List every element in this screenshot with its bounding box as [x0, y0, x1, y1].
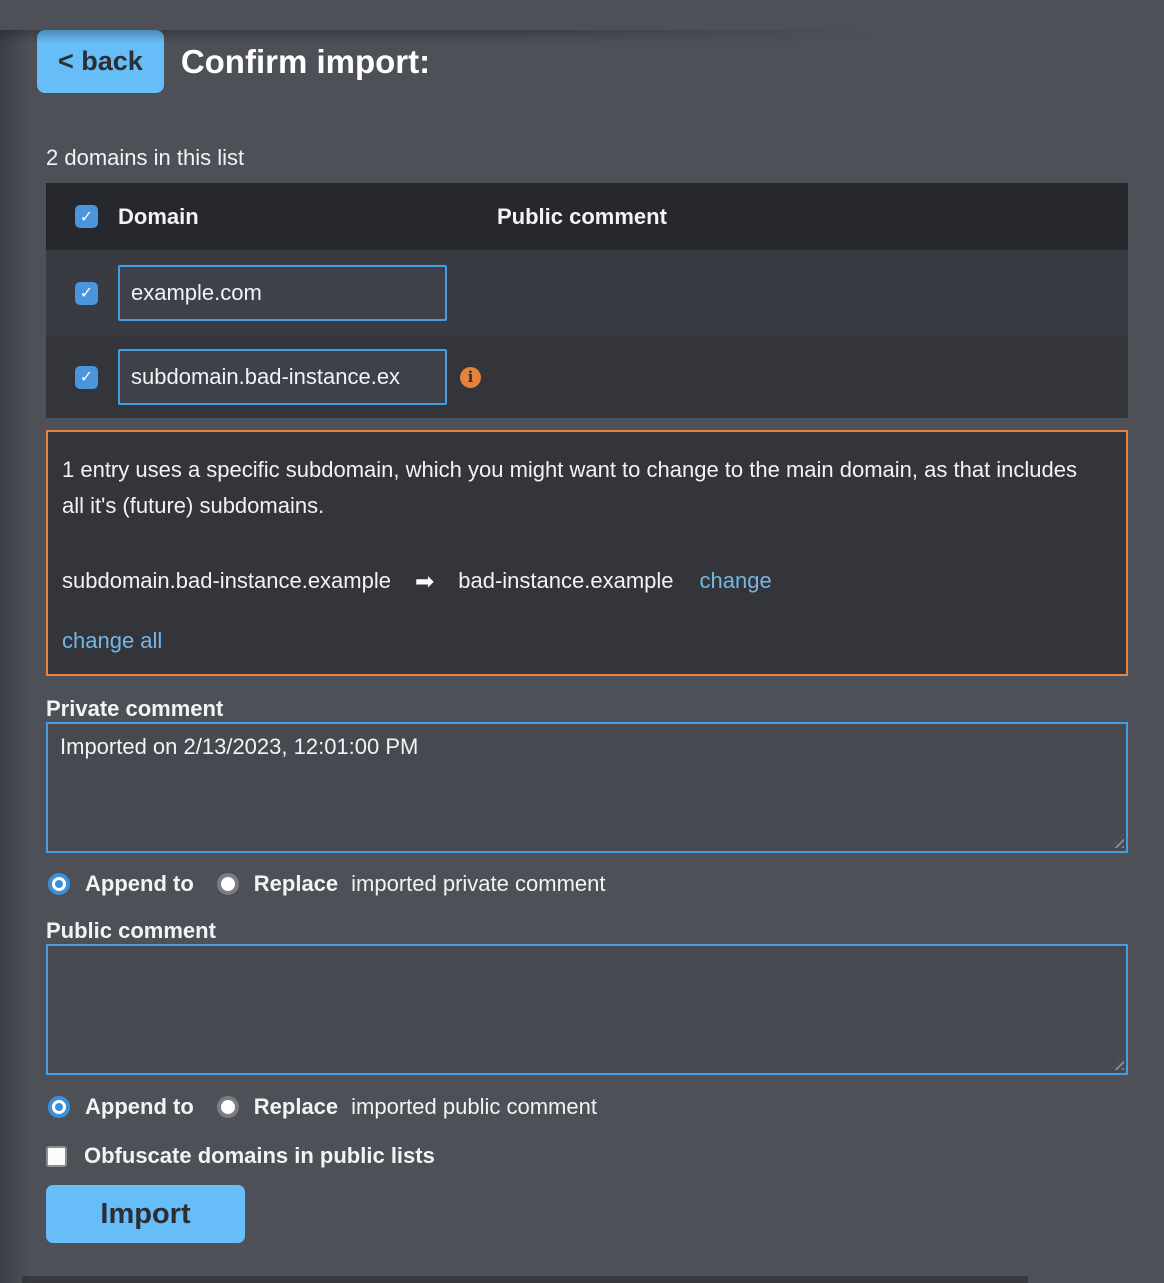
- replace-radio[interactable]: [217, 873, 239, 895]
- domain-input[interactable]: [118, 349, 447, 405]
- public-comment-column-header: Public comment: [497, 203, 667, 229]
- row-checkbox-cell: [46, 282, 118, 305]
- select-all-checkbox[interactable]: ✓: [75, 205, 98, 228]
- append-radio-label[interactable]: Append to: [85, 1094, 194, 1119]
- info-icon[interactable]: i: [460, 367, 481, 388]
- row-checkbox[interactable]: ✓: [75, 366, 98, 389]
- private-comment-mode-row: [48, 870, 1128, 898]
- domains-table: [46, 183, 1128, 418]
- public-comment-mode-row: [48, 1093, 1128, 1121]
- append-radio-label[interactable]: Append to: [85, 871, 194, 896]
- right-arrow-icon: ➡: [414, 568, 435, 594]
- confirm-import-panel: [0, 30, 1164, 1243]
- domain-column-header: Domain: [118, 203, 199, 229]
- private-comment-textarea[interactable]: [46, 722, 1128, 853]
- row-checkbox-cell: [46, 366, 118, 389]
- table-row: [46, 250, 1128, 336]
- panel-bottom-edge: [22, 1276, 1028, 1283]
- row-checkbox[interactable]: ✓: [75, 282, 98, 305]
- subdomain-warning-box: [46, 430, 1128, 676]
- private-comment-wrap: [46, 722, 1128, 853]
- obfuscate-label[interactable]: Obfuscate domains in public lists: [84, 1143, 435, 1168]
- append-radio[interactable]: [48, 873, 70, 895]
- table-row: [46, 336, 1128, 418]
- public-comment-label: Public comment: [46, 918, 216, 943]
- public-comment-wrap: [46, 944, 1128, 1075]
- change-all-link[interactable]: change all: [62, 628, 163, 653]
- select-all-cell: [46, 205, 118, 228]
- import-button[interactable]: Import: [46, 1185, 245, 1243]
- table-header-row: [46, 183, 1128, 250]
- replace-radio-label[interactable]: Replace: [253, 1094, 339, 1119]
- radio-group-suffix: imported private comment: [351, 871, 606, 896]
- public-comment-textarea[interactable]: [46, 944, 1128, 1075]
- header: [37, 30, 1128, 93]
- domain-count-text: 2 domains in this list: [46, 145, 245, 170]
- obfuscate-row: [46, 1143, 1128, 1169]
- page-title: Confirm import:: [180, 42, 431, 80]
- append-radio[interactable]: [48, 1096, 70, 1118]
- from-domain: subdomain.bad-instance.example: [62, 568, 391, 593]
- replace-radio[interactable]: [217, 1096, 239, 1118]
- back-button[interactable]: < back: [37, 30, 164, 93]
- obfuscate-checkbox[interactable]: [46, 1146, 67, 1167]
- domain-input[interactable]: [118, 265, 447, 321]
- private-comment-label: Private comment: [46, 696, 224, 721]
- radio-group-suffix: imported public comment: [351, 1094, 597, 1119]
- warning-message: 1 entry uses a specific subdomain, which you might want to change to the main domain, as that includes all it's (future) subdomains.: [62, 457, 1078, 518]
- to-domain: bad-instance.example: [458, 568, 674, 593]
- change-link[interactable]: change: [699, 568, 772, 593]
- replace-radio-label[interactable]: Replace: [253, 871, 339, 896]
- domain-change-row: [62, 568, 1112, 594]
